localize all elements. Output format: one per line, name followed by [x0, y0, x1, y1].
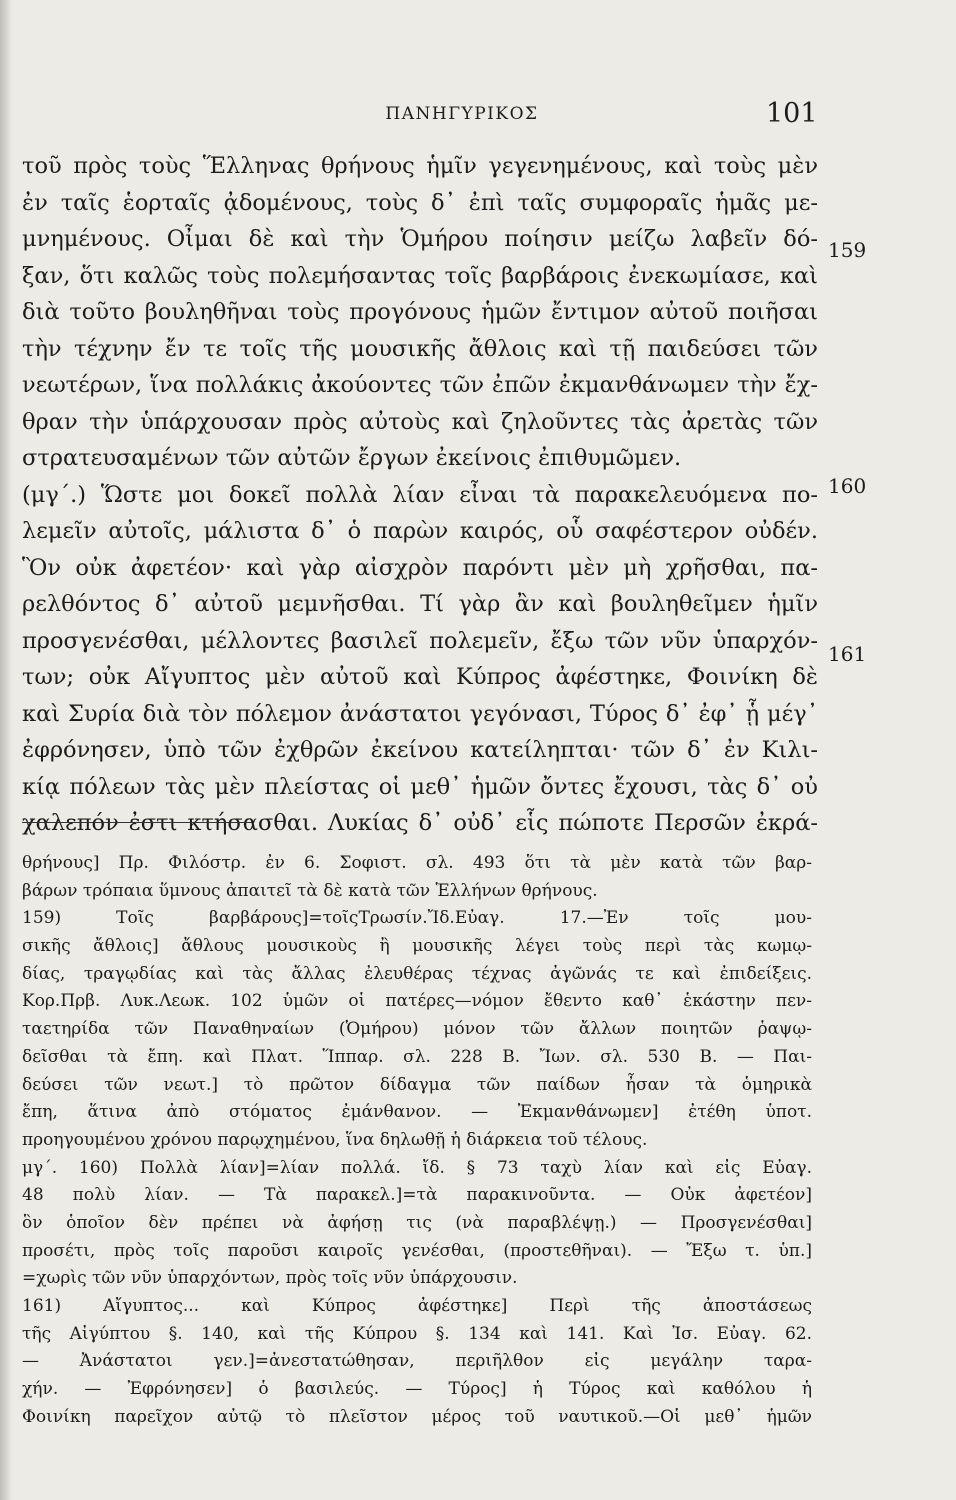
footnote-line: σικῆς ἄθλοις] ἄθλους μουσικοὺς ἢ μουσικῆς λέγει τοὺς περὶ τὰς κωμῳ- [22, 936, 812, 957]
text-line: κίᾳ πόλεων τὰς μὲν πλείστας οἱ μεθ᾽ ἡμῶν ὄντες ἔχουσι, τὰς δ᾽ οὐ [22, 773, 818, 800]
main-text [22, 148, 818, 842]
text-line: μνημένους. Οἶμαι δὲ καὶ τὴν Ὁμήρου ποίησιν μείζω λαβεῖν δό- [22, 226, 818, 252]
footnote-line: 161) Αἴγυπτος... καὶ Κύπρος ἀφέστηκε] Περὶ τῆς ἀποστάσεως [22, 1296, 812, 1316]
footnotes [22, 850, 812, 1431]
text-line: διὰ τοῦτο βουληθῆναι τοὺς προγόνους ἡμῶν ἔντιμον αὐτοῦ ποιῆσαι [22, 299, 818, 325]
footnote-line: χήν. — Ἐφρόνησεν] ὁ βασιλεύς. — Τύρος] ἡ Τύρος καὶ καθόλου ἡ [22, 1379, 812, 1400]
footnote-line: =χωρὶς τῶν νῦν ὑπαρχόντων, πρὸς τοῖς νῦν ὑπάρχουσιν. [22, 1268, 518, 1289]
footnote-line: προσέτι, πρὸς τοῖς παροῦσι καιροῖς γενέσθαι, (προστεθῆναι). — Ἔξω τ. ὑπ.] [22, 1240, 812, 1261]
footnote-line: 48 πολὺ λίαν. — Τὰ παρακελ.]=τὰ παρακινοῦντα. — Οὐκ ἀφετέον] [22, 1185, 812, 1206]
text-line: των; οὐκ Αἴγυπτος μὲν αὐτοῦ καὶ Κύπρος ἀφέστηκε, Φοινίκη δὲ [22, 664, 818, 690]
footnote-line: ταετηρίδα τῶν Παναθηναίων (Ὁμήρου) μόνον τῶν ἄλλων ποιητῶν ῥαψῳ- [22, 1019, 812, 1040]
text-line: ἐν ταῖς ἑορταῖς ᾀδομένους, τοὺς δ᾽ ἐπὶ ταῖς συμφοραῖς ἡμᾶς με- [22, 189, 818, 216]
text-line: ξαν, ὅτι καλῶς τοὺς πολεμήσαντας τοῖς βαρβάροις ἐνεκωμίασε, καὶ [22, 262, 818, 289]
footnote-line: ἔπη, ἅτινα ἀπὸ στόματος ἐμάνθανον. — Ἐκμανθάνωμεν] ἐτέθη ὑποτ. [22, 1102, 812, 1123]
text-line: προσγενέσθαι, μέλλοντες βασιλεῖ πολεμεῖν, ἔξω τῶν νῦν ὑπαρχόν- [22, 627, 818, 654]
margin-section-number: 161 [828, 642, 867, 666]
footnote-line: Φοινίκη παρεῖχον αὐτῷ τὸ πλεῖστον μέρος τοῦ ναυτικοῦ.—Οἱ μεθ᾽ ἡμῶν [22, 1406, 812, 1427]
text-line: νεωτέρων, ἵνα πολλάκις ἀκούοντες τῶν ἐπῶν ἐκμανθάνωμεν τὴν ἔχ- [22, 372, 818, 398]
text-line: ἐφρόνησεν, ὑπὸ τῶν ἐχθρῶν ἐκείνου κατείληπται· τῶν δ᾽ ἐν Κιλι- [22, 737, 818, 763]
running-title: ΠΑΝΗΓΥΡΙΚΟΣ [385, 104, 539, 124]
footnote-line: θρήνους] Πρ. Φιλόστρ. ἐν 6. Σοφιστ. σλ. 493 ὅτι τὰ μὲν κατὰ τῶν βαρ- [22, 853, 812, 873]
footnote-line: ὃν ὁποῖον δὲν πρέπει νὰ ἀφήσῃ τις (νὰ παραβλέψῃ.) — Προσγενέσθαι] [22, 1212, 812, 1233]
footnote-line: 159) Τοῖς βαρβάρους]=τοῖςΤρωσίν.Ἴδ.Εὐαγ. 17.—Ἐν τοῖς μου- [22, 908, 812, 929]
margin-section-number: 159 [828, 238, 867, 262]
page-header [0, 96, 956, 142]
text-line: λεμεῖν αὐτοῖς, μάλιστα δ᾽ ὁ παρὼν καιρός, οὗ σαφέστερον οὐδέν. [22, 518, 818, 544]
text-line: Ὃν οὐκ ἀφετέον· καὶ γὰρ αἰσχρὸν παρόντι μὲν μὴ χρῆσθαι, πα- [22, 554, 818, 581]
footnote-divider [22, 822, 252, 823]
text-line: ρελθόντος δ᾽ αὐτοῦ μεμνῆσθαι. Τί γὰρ ἂν καὶ βουληθεῖμεν ἡμῖν [22, 591, 818, 617]
footnote-line: τῆς Αἰγύπτου §. 140, καὶ τῆς Κύπρου §. 134 καὶ 141. Καὶ Ἰσ. Εὐαγ. 62. [22, 1323, 812, 1344]
text-line: χαλεπόν ἐστι κτήσασθαι. Λυκίας δ᾽ οὐδ᾽ εἷς πώποτε Περσῶν ἐκρά- [22, 810, 818, 836]
footnote-line: προηγουμένου χρόνου παρῳχημένου, ἵνα δηλωθῇ ἡ διάρκεια τοῦ τέλους. [22, 1129, 648, 1150]
text-line: τὴν τέχνην ἔν τε τοῖς τῆς μουσικῆς ἄθλοις καὶ τῇ παιδεύσει τῶν [22, 335, 818, 362]
footnote-line: μγ´. 160) Πολλὰ λίαν]=λίαν πολλά. ἴδ. § 73 ταχὺ λίαν καὶ εἰς Εὐαγ. [22, 1157, 812, 1178]
text-line: (μγ´.) Ὥστε μοι δοκεῖ πολλὰ λίαν εἶναι τὰ παρακελευόμενα πο- [22, 481, 818, 508]
text-line: τοῦ πρὸς τοὺς Ἕλληνας θρήνους ἡμῖν γεγενημένους, καὶ τοὺς μὲν [22, 153, 818, 179]
page-number: 101 [766, 98, 818, 129]
text-line: θραν τὴν ὑπάρχουσαν πρὸς αὐτοὺς καὶ ζηλοῦντες τὰς ἀρετὰς τῶν [22, 408, 818, 435]
page-gutter-shadow [0, 0, 12, 1500]
footnote-line: Κορ.Πρβ. Λυκ.Λεωκ. 102 ὑμῶν οἱ πατέρες—νόμον ἔθεντο καθ᾽ ἑκάστην πεν- [22, 991, 812, 1012]
footnote-line: δίας, τραγῳδίας καὶ τὰς ἄλλας ἐλευθέρας τέχνας ἀγῶνάς τε καὶ ἐπιδείξεις. [22, 963, 812, 984]
footnote-line: — Ἀνάστατοι γεν.]=ἀνεστατώθησαν, περιῆλθον εἰς μεγάλην ταρα- [22, 1351, 812, 1372]
text-line: καὶ Συρία διὰ τὸν πόλεμον ἀνάστατοι γεγόνασι, Τύρος δ᾽ ἐφ᾽ ᾗ μέγ᾽ [22, 700, 818, 727]
text-line: στρατευσαμένων τῶν αὐτῶν ἔργων ἐκείνοις ἐπιθυμῶμεν. [22, 445, 682, 471]
footnote-line: δεύσει τῶν νεωτ.] τὸ πρῶτον δίδαγμα τῶν παίδων ἦσαν τὰ ὁμηρικὰ [22, 1074, 812, 1095]
footnote-line: δεῖσθαι τὰ ἔπη. καὶ Πλατ. Ἵππαρ. σλ. 228 Β. Ἴων. σλ. 530 Β. — Παι- [22, 1046, 812, 1067]
margin-section-number: 160 [828, 474, 867, 498]
footnote-line: βάρων τρόπαια ὕμνους ἀπαιτεῖ τὰ δὲ κατὰ τῶν Ἑλλήνων θρήνους. [22, 880, 598, 901]
